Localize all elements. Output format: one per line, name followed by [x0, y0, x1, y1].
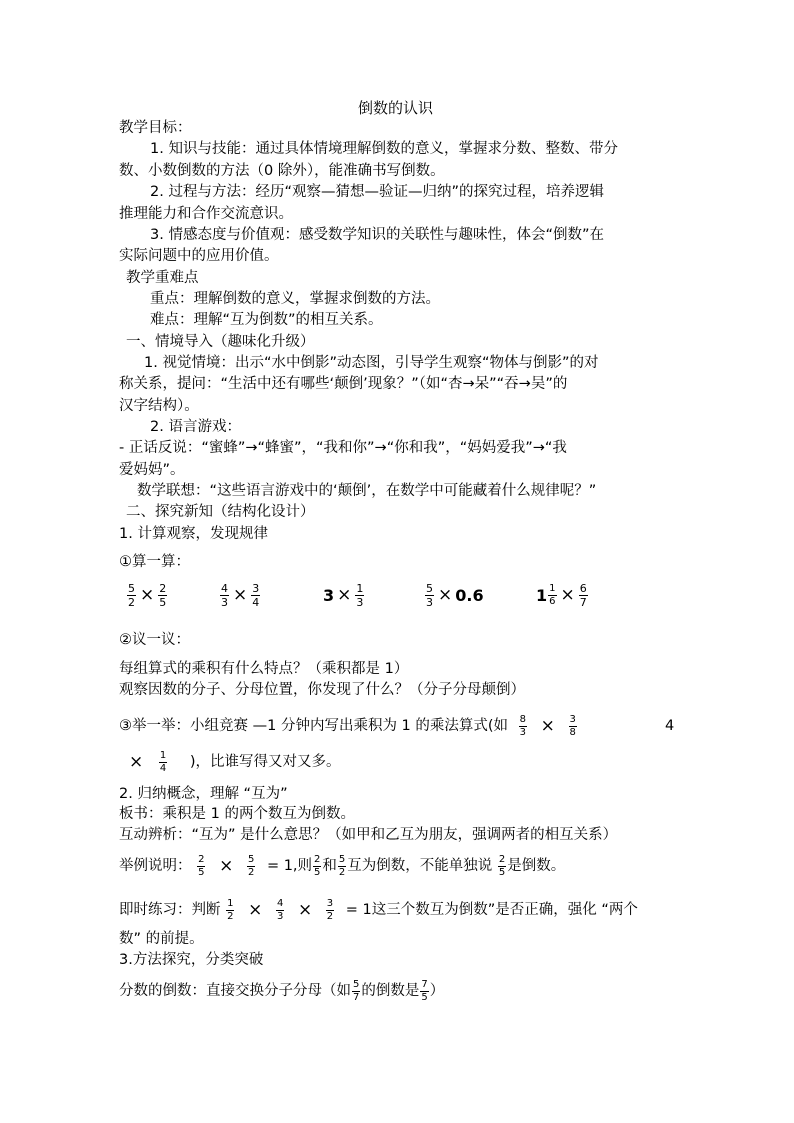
expression-4	[424, 575, 484, 615]
times-sign: ×	[219, 856, 234, 876]
board-note: 板书：乘积是 1 的两个数互为倒数。	[119, 806, 355, 822]
section1-item2: 2. 语言游戏：	[150, 419, 241, 435]
fraction: $\frac{2}{5}$	[314, 853, 321, 878]
times-sign: ×	[438, 585, 453, 605]
section1-item1-line2: 称关系，提问：“生活中还有哪些‘颠倒’现象？”（如“杏→呆”“吞→吴”的	[119, 376, 568, 392]
expression-3	[323, 575, 365, 615]
illustration-label: 举例说明：	[119, 858, 192, 874]
practice-line1	[119, 893, 638, 927]
times-sign: ×	[248, 900, 263, 920]
fraction: $\frac{5}{2}$	[128, 581, 135, 609]
times-sign: ×	[129, 752, 144, 772]
illustration-text-3: 是倒数。	[507, 858, 566, 874]
expression-1	[126, 575, 168, 615]
expression-2	[219, 575, 261, 615]
goals-heading: 教学目标：	[119, 120, 192, 136]
calc-heading: ①算一算：	[119, 554, 190, 570]
interactive-note: 互动辨析：“互为” 是什么意思？（如甲和乙互为朋友，强调两者的相互关系）	[119, 827, 618, 843]
key-point: 重点：理解倒数的意义，掌握求倒数的方法。	[150, 291, 440, 307]
fraction-rule-line	[119, 975, 444, 1007]
whole-number: 3	[323, 585, 335, 605]
fraction-rule-mid: 的倒数是	[361, 983, 420, 999]
goal3-line2: 实际问题中的应用价值。	[119, 248, 279, 264]
times-sign: ×	[140, 585, 155, 605]
fraction: $\frac{5}{2}$	[338, 853, 346, 878]
practice-text: = 1这三个数互为倒数”是否正确，强化 “两个	[345, 902, 638, 918]
expression-5	[536, 575, 589, 615]
fraction: $\frac{7}{5}$	[421, 978, 428, 1003]
section1-item1-line1: 1. 视觉情境：出示“水中倒影”动态图，引导学生观察“物体与倒影”的对	[144, 355, 599, 371]
practice-label: 即时练习：判断	[119, 902, 221, 918]
times-sign: ×	[560, 585, 575, 605]
fraction: $\frac{2}{5}$	[498, 853, 506, 878]
fraction: $\frac{3}{4}$	[252, 581, 260, 609]
fraction: $\frac{3}{2}$	[326, 897, 334, 922]
goal1-line2: 数、小数倒数的方法（0 除外），能准确书写倒数。	[119, 163, 445, 179]
fraction: $\frac{4}{3}$	[276, 897, 284, 922]
section2-item1: 1. 计算观察，发现规律	[119, 526, 268, 542]
illustration-text-1: = 1,则	[266, 858, 313, 874]
section1-game-line1: - 正话反说：“蜜蜂”→“蜂蜜”，“我和你”→“你和我”，“妈妈爱我”→“我	[119, 440, 567, 456]
fraction: $\frac{2}{5}$	[159, 581, 167, 609]
fraction: $\frac{3}{8}$	[569, 713, 576, 738]
example-text-2: )，比谁写得又对又多。	[189, 754, 341, 770]
fraction: $\frac{4}{3}$	[221, 581, 228, 609]
fraction: $\frac{1}{4}$	[159, 749, 167, 774]
fraction: $\frac{5}{3}$	[426, 581, 433, 609]
section1-item1-line3: 汉字结构）。	[119, 398, 199, 414]
times-sign: ×	[297, 900, 313, 920]
fraction: $\frac{6}{7}$	[579, 581, 587, 609]
fraction: $\frac{5}{2}$	[247, 853, 255, 878]
section2-item3: 3.方法探究，分类突破	[119, 952, 264, 968]
section2-heading: 二、探究新知（结构化设计）	[126, 504, 315, 520]
goal1-line1: 1. 知识与技能：通过具体情境理解倒数的意义，掌握求分数、整数、带分	[150, 141, 618, 157]
times-sign: ×	[337, 585, 352, 605]
document-title: 倒数的认识	[358, 99, 434, 117]
goal2-line2: 推理能力和合作交流意识。	[119, 206, 293, 222]
fraction-rule-end: ）	[429, 983, 445, 999]
example-number-four: 4	[665, 718, 675, 734]
times-sign: ×	[540, 716, 555, 736]
fraction: $\frac{1}{2}$	[227, 897, 234, 922]
fraction: $\frac{1}{3}$	[356, 581, 364, 609]
practice-line2: 数” 的前提。	[119, 931, 204, 947]
fraction: $\frac{2}{5}$	[198, 853, 205, 878]
section1-heading: 一、情境导入（趣味化升级）	[126, 334, 315, 350]
discuss-heading: ②议一议：	[119, 632, 190, 648]
key-heading: 教学重难点	[126, 270, 199, 286]
section1-game-line2: 爱妈妈”。	[119, 462, 185, 478]
example-text: ③举一举：小组竞赛 —1 分钟内写出乘积为 1 的乘法算式(如	[119, 718, 509, 734]
example-line2	[129, 745, 341, 779]
discuss-question-1: 每组算式的乘积有什么特点？（乘积都是 1）	[119, 661, 409, 677]
goal3-line1: 3. 情感态度与价值观：感受数学知识的关联性与趣味性，体会“倒数”在	[150, 227, 604, 243]
discuss-question-2: 观察因数的分子、分母位置，你发现了什么？（分子分母颠倒）	[119, 682, 525, 698]
illustration-and: 和	[322, 858, 337, 874]
expression-row	[0, 575, 794, 615]
goal2-line1: 2. 过程与方法：经历“观察—猜想—验证—归纳”的探究过程，培养逻辑	[150, 184, 604, 200]
section1-link: 数学联想：“这些语言游戏中的‘颠倒’，在数学中可能藏着什么规律呢？”	[137, 483, 597, 499]
illustration-line	[119, 849, 565, 883]
example-line1	[119, 709, 578, 743]
illustration-text-2: 互为倒数，不能单独说	[347, 858, 493, 874]
difficult-point: 难点：理解“互为倒数”的相互关系。	[150, 312, 383, 328]
decimal-number: 0.6	[455, 585, 484, 605]
fraction: $\frac{1}{6}$	[549, 582, 556, 607]
fraction-rule-text: 分数的倒数：直接交换分子分母（如	[119, 983, 351, 999]
whole-number: 1	[536, 585, 548, 605]
fraction: $\frac{5}{7}$	[353, 978, 360, 1003]
section2-item2: 2. 归纳概念，理解 “互为”	[119, 786, 288, 802]
fraction: $\frac{8}{3}$	[519, 713, 527, 738]
times-sign: ×	[233, 585, 248, 605]
